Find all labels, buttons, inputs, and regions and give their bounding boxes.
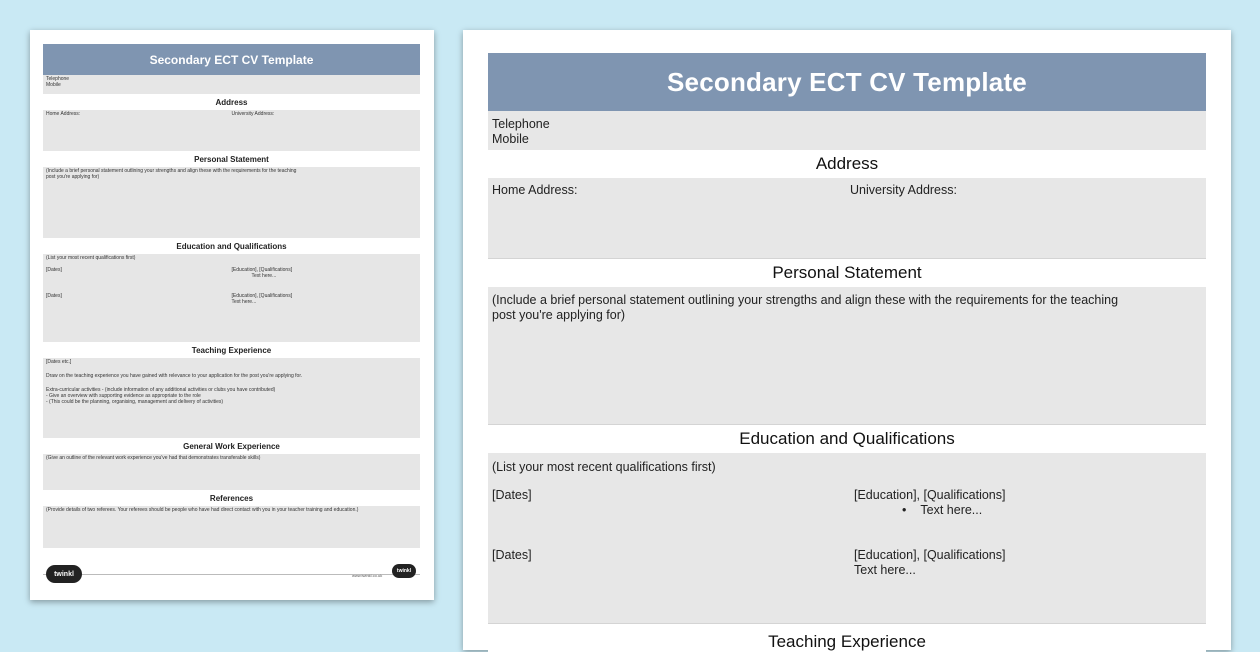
telephone-label: Telephone [492,117,550,131]
page-title: Secondary ECT CV Template [488,53,1206,111]
contact-box[interactable] [488,111,1206,150]
education-box[interactable] [488,453,1206,623]
address-box[interactable] [488,178,1206,258]
education-text: • Text here... [854,503,1005,518]
thumb-title: Secondary ECT CV Template [43,44,420,75]
personal-statement-prompt-2: post you're applying for) [492,308,626,322]
personal-statement-box[interactable] [488,287,1206,424]
thumb-teaching-heading: Teaching Experience [43,342,420,358]
address-heading: Address [488,150,1206,178]
twinkl-logo: twinkl [46,565,82,583]
education-text: Text here... [854,563,916,577]
thumb-references-box: (Provide details of two referees. Your referees should be people who have had direct contact with you in your teacher training and education.) [43,506,420,548]
education-detail: [Education], [Qualifications] [854,488,1006,502]
education-prompt: (List your most recent qualifications first) [492,460,716,474]
main-page[interactable] [463,30,1231,650]
thumb-address-box: Home Address: University Address: [43,110,420,151]
thumb-teaching-box: [Dates etc.] Draw on the teaching experience you have gained with relevance to your application for the post you're applying for. Extra-curricular activities - (include information of any additional activities or clubs you have contributed) - Give an overview with supporting evidence as appropriate to the role - (This could be the planning, organising, management and delivery of activities) [43,358,420,438]
teaching-experience-heading: Teaching Experience [488,624,1206,652]
thumb-references-heading: References [43,490,420,506]
twinkl-logo-small: twinkl [392,564,416,578]
home-address-label: Home Address: [492,183,578,197]
personal-statement-heading: Personal Statement [488,259,1206,287]
university-address-label: University Address: [850,183,957,197]
thumb-personal-heading: Personal Statement [43,151,420,167]
personal-statement-prompt-1: (Include a brief personal statement outlining your strengths and align these with the requirements for the teaching [492,293,1119,307]
thumb-general-work-heading: General Work Experience [43,438,420,454]
thumb-education-heading: Education and Qualifications [43,238,420,254]
education-heading: Education and Qualifications [488,425,1206,453]
thumb-contact: Telephone Mobile [43,75,420,94]
thumb-general-work-box: (Give an outline of the relevant work experience you've had that demonstrates transferable skills) [43,454,420,490]
thumb-education-box: (List your most recent qualifications first) [Dates] [Education], [Qualifications] Text here... [Dates] [Education], [Qualifications] Text here... [43,254,420,342]
mobile-label: Mobile [492,132,529,146]
thumbnail-page[interactable] [30,30,434,600]
thumb-personal-box: (Include a brief personal statement outlining your strengths and align these with the requirements for the teaching post you're applying for) [43,167,420,238]
education-dates: [Dates] [492,548,532,562]
thumb-address-heading: Address [43,94,420,110]
education-entry [492,488,1202,533]
footer-url: www.twinkl.co.uk [352,573,383,578]
education-entry [492,548,1202,593]
education-dates: [Dates] [492,488,532,502]
education-detail: [Education], [Qualifications] [854,548,1006,562]
